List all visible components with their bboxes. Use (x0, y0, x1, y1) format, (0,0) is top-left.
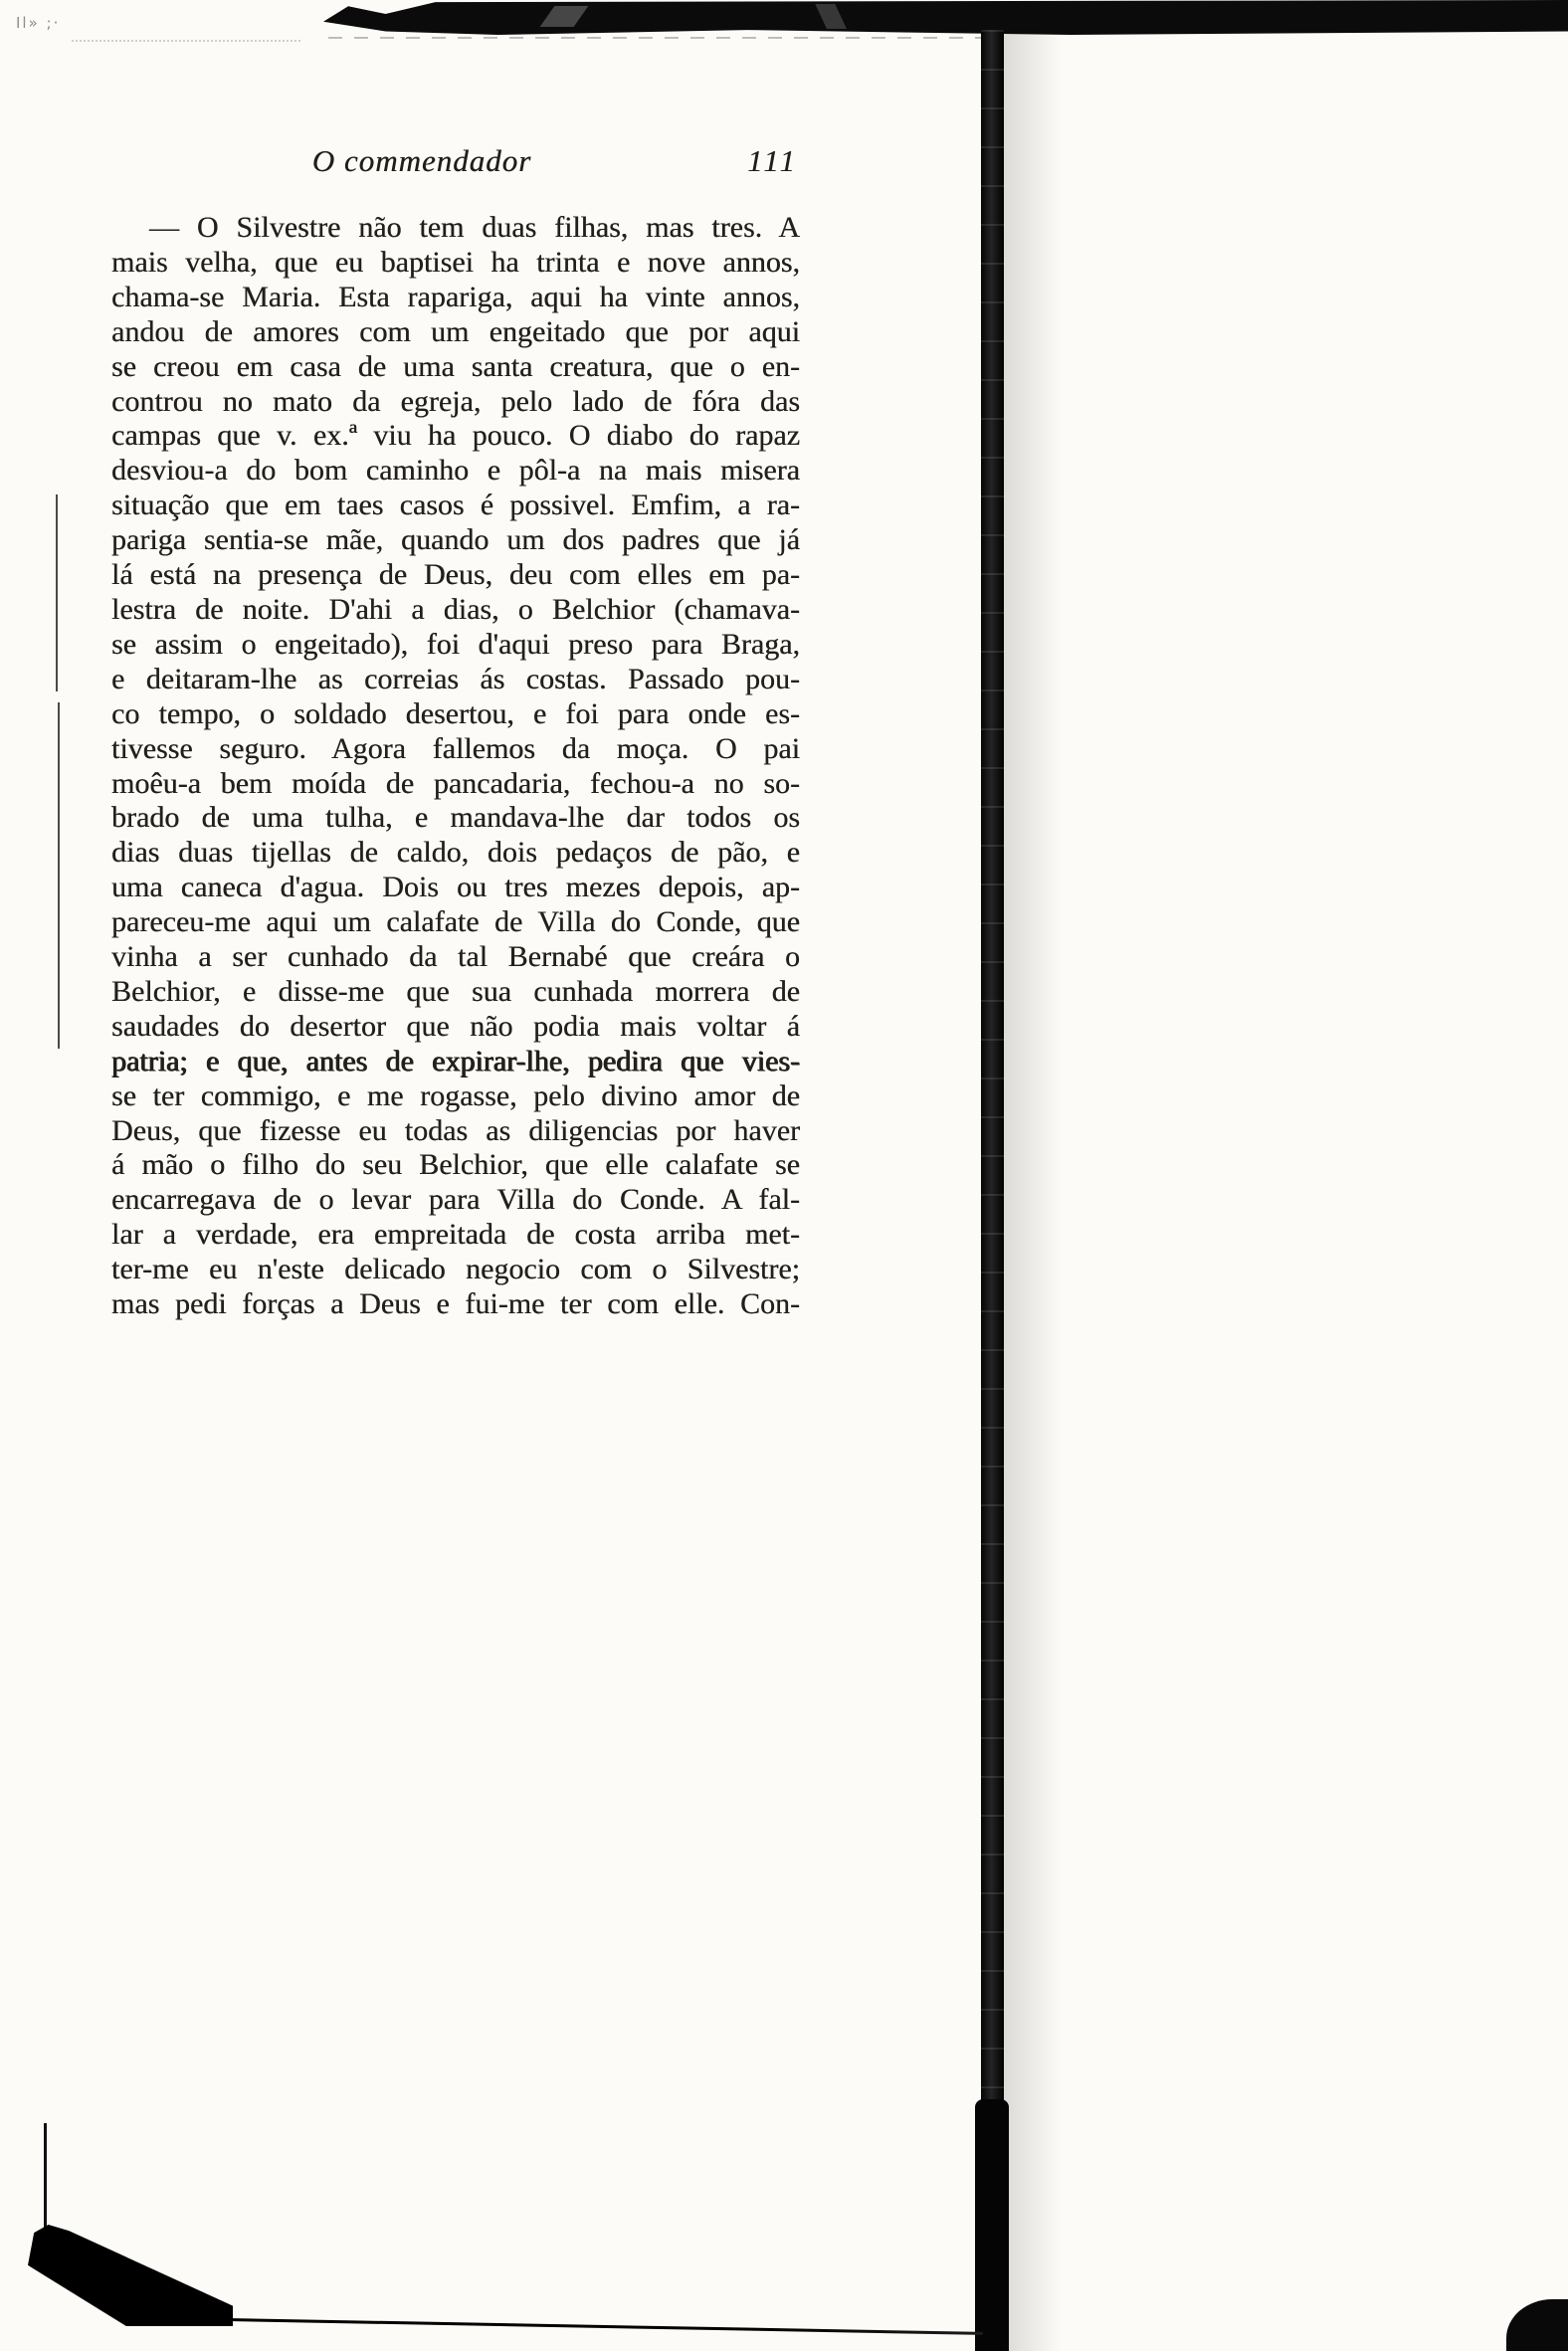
text-line: e deitaram-lhe as correias ás costas. Passado pou- (111, 662, 800, 695)
text-line: pareceu-me aqui um calafate de Villa do Conde, que (111, 905, 800, 939)
text-line: vinha a ser cunhado da tal Bernabé que creára o (111, 940, 800, 974)
text-line: — O Silvestre não tem duas filhas, mas tres. A (149, 211, 800, 244)
scan-artifact-binding-foot (975, 2099, 1009, 2351)
text-line: co tempo, o soldado desertou, e foi para onde es- (111, 696, 800, 730)
text-line: á mão o filho do seu Belchior, que elle calafate se (111, 1148, 800, 1182)
text-line: pariga sentia-se mãe, quando um dos padres que já (111, 523, 800, 557)
scan-artifact-top-bar (323, 0, 1568, 35)
text-line: saudades do desertor que não podia mais voltar á (111, 1009, 800, 1043)
text-line: lestra de noite. D'ahi a dias, o Belchior (chamava- (111, 592, 800, 626)
scan-artifact-binding-shadow (1004, 30, 1062, 2351)
scan-artifact-foot-line (227, 2318, 983, 2335)
text-line: se creou em casa de uma santa creatura, que o en- (111, 349, 800, 383)
text-line: dias duas tijellas de caldo, dois pedaços de pão, e (111, 836, 800, 870)
scan-artifact-dashed-line (328, 37, 985, 39)
scan-artifact-foot-wedge (28, 2225, 233, 2326)
scan-artifact-mark (816, 4, 847, 29)
text-line: se assim o engeitado), foi d'aqui preso para Braga, (111, 627, 800, 661)
text-line: Deus, que fizesse eu todas as diligencias por haver (111, 1113, 800, 1147)
text-line: andou de amores com um engeitado que por aqui (111, 314, 800, 348)
scan-artifact-corner-blob (1506, 2299, 1568, 2351)
text-line: controu no mato da egreja, pelo lado de fóra das (111, 384, 800, 418)
handwriting-mark: Il» ;· (16, 14, 61, 32)
text-line: ter-me eu n'este delicado negocio com o Silvestre; (111, 1253, 800, 1286)
text-line: lá está na presença de Deus, deu com elles em pa- (111, 558, 800, 592)
scan-artifact-foot-tick (44, 2123, 47, 2231)
text-line: situação que em taes casos é possivel. Emfim, a ra- (111, 489, 800, 522)
text-line: encarregava de o levar para Villa do Conde. A fal- (111, 1183, 800, 1217)
text-line: mas pedi forças a Deus e fui-me ter com elle. Con- (111, 1287, 800, 1321)
margin-pen-line (58, 702, 60, 1049)
page-header (111, 143, 800, 185)
text-line: mais velha, que eu baptisei ha trinta e nove annos, (111, 245, 800, 279)
running-title: O commendador (311, 143, 532, 178)
text-line: lar a verdade, era empreitada de costa arriba met- (111, 1218, 800, 1252)
margin-pen-line (56, 494, 58, 691)
text-line: uma caneca d'agua. Dois ou tres mezes depois, ap- (111, 871, 800, 904)
scan-artifact-mark (540, 6, 589, 27)
text-line: campas que v. ex.ª viu ha pouco. O diabo do rapaz (111, 419, 800, 453)
text-line: chama-se Maria. Esta rapariga, aqui ha vinte annos, (111, 280, 800, 313)
text-line: Belchior, e disse-me que sua cunhada morrera de (111, 974, 800, 1008)
page-number: 111 (747, 143, 798, 178)
body-text (111, 211, 800, 1322)
text-line: brado de uma tulha, e mandava-lhe dar todos os (111, 801, 800, 835)
text-line: tivesse seguro. Agora fallemos da moça. O pai (111, 731, 800, 765)
text-line: patria; e que, antes de expirar-lhe, pedira que vies- (111, 1044, 800, 1078)
text-line: moêu-a bem moída de pancadaria, fechou-a no so- (111, 766, 800, 800)
text-line: se ter commigo, e me rogasse, pelo divino amor de (111, 1078, 800, 1112)
scan-artifact-binding-strip (981, 30, 1004, 2351)
scan-artifact-dots (72, 40, 300, 42)
text-line: desviou-a do bom caminho e pôl-a na mais misera (111, 454, 800, 488)
